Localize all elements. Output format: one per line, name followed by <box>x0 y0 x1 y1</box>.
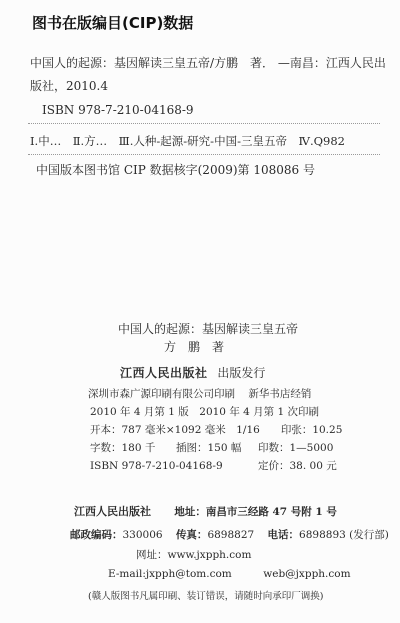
cip-separator-2 <box>28 154 380 155</box>
email: E-mail:jxpph@tom.com web@jxpph.com <box>108 568 351 580</box>
print-run: 印数：1—5000 <box>258 442 334 454</box>
price: 定价：38. 00 元 <box>258 460 337 472</box>
address: 地址：南昌市三经路 47 号附 1 号 <box>174 506 337 518</box>
cip-record-number: 中国版本图书馆 CIP 数据核字(2009)第 108086 号 <box>36 163 315 177</box>
cip-separator-1 <box>28 123 380 124</box>
counts-line <box>90 442 334 455</box>
cip-line-1: 中国人的起源：基因解读三皇五帝/方鹏 著． —南昌：江西人民出 <box>30 56 386 70</box>
cip-line-2: 版社，2010.4 <box>30 79 108 93</box>
book-title: 中国人的起源：基因解读三皇五帝 <box>118 322 299 336</box>
address-line <box>74 505 337 519</box>
print-error-notice: (赣人版图书凡属印刷、装订错误，请随时向承印厂调换) <box>88 591 324 602</box>
publisher-logo-text: 江西人民出版社 <box>120 366 208 380</box>
fax-label: 传真： <box>175 529 208 541</box>
distributor: 新华书店经销 <box>248 388 312 400</box>
fax: 6898827 <box>207 529 255 541</box>
phone: 6898893 (发行部) <box>299 529 389 541</box>
publisher-line <box>120 364 265 381</box>
illustration-count: 插图：150 幅 <box>176 442 242 454</box>
contact-publisher-logo: 江西人民出版社 <box>74 505 151 518</box>
website: 网址：www.jxpph.com <box>136 549 252 561</box>
printer-line <box>88 388 311 401</box>
format-info: 开本：787 毫米×1092 毫米 1/16 印张：10.25 <box>90 424 343 436</box>
contact-numbers-line <box>70 529 389 542</box>
isbn-price-line <box>90 460 337 473</box>
colophon-isbn: ISBN 978-7-210-04168-9 <box>90 460 223 472</box>
cip-isbn: ISBN 978-7-210-04168-9 <box>42 103 194 117</box>
word-count: 字数：180 千 <box>90 442 156 454</box>
postcode: 330006 <box>122 529 163 541</box>
phone-label: 电话： <box>267 529 300 541</box>
edition-info: 2010 年 4 月第 1 版 2010 年 4 月第 1 次印刷 <box>90 406 320 418</box>
postcode-label: 邮政编码： <box>70 529 123 541</box>
book-author: 方 鹏 著 <box>164 340 225 354</box>
cip-classification: Ⅰ.中… Ⅱ.方… Ⅲ.人种-起源-研究-中国-三皇五帝 Ⅳ.Q982 <box>30 134 345 148</box>
cip-heading: 图书在版编目(CIP)数据 <box>32 14 194 32</box>
publish-label: 出版发行 <box>217 366 266 380</box>
printer: 深圳市森广源印刷有限公司印刷 <box>88 388 235 400</box>
